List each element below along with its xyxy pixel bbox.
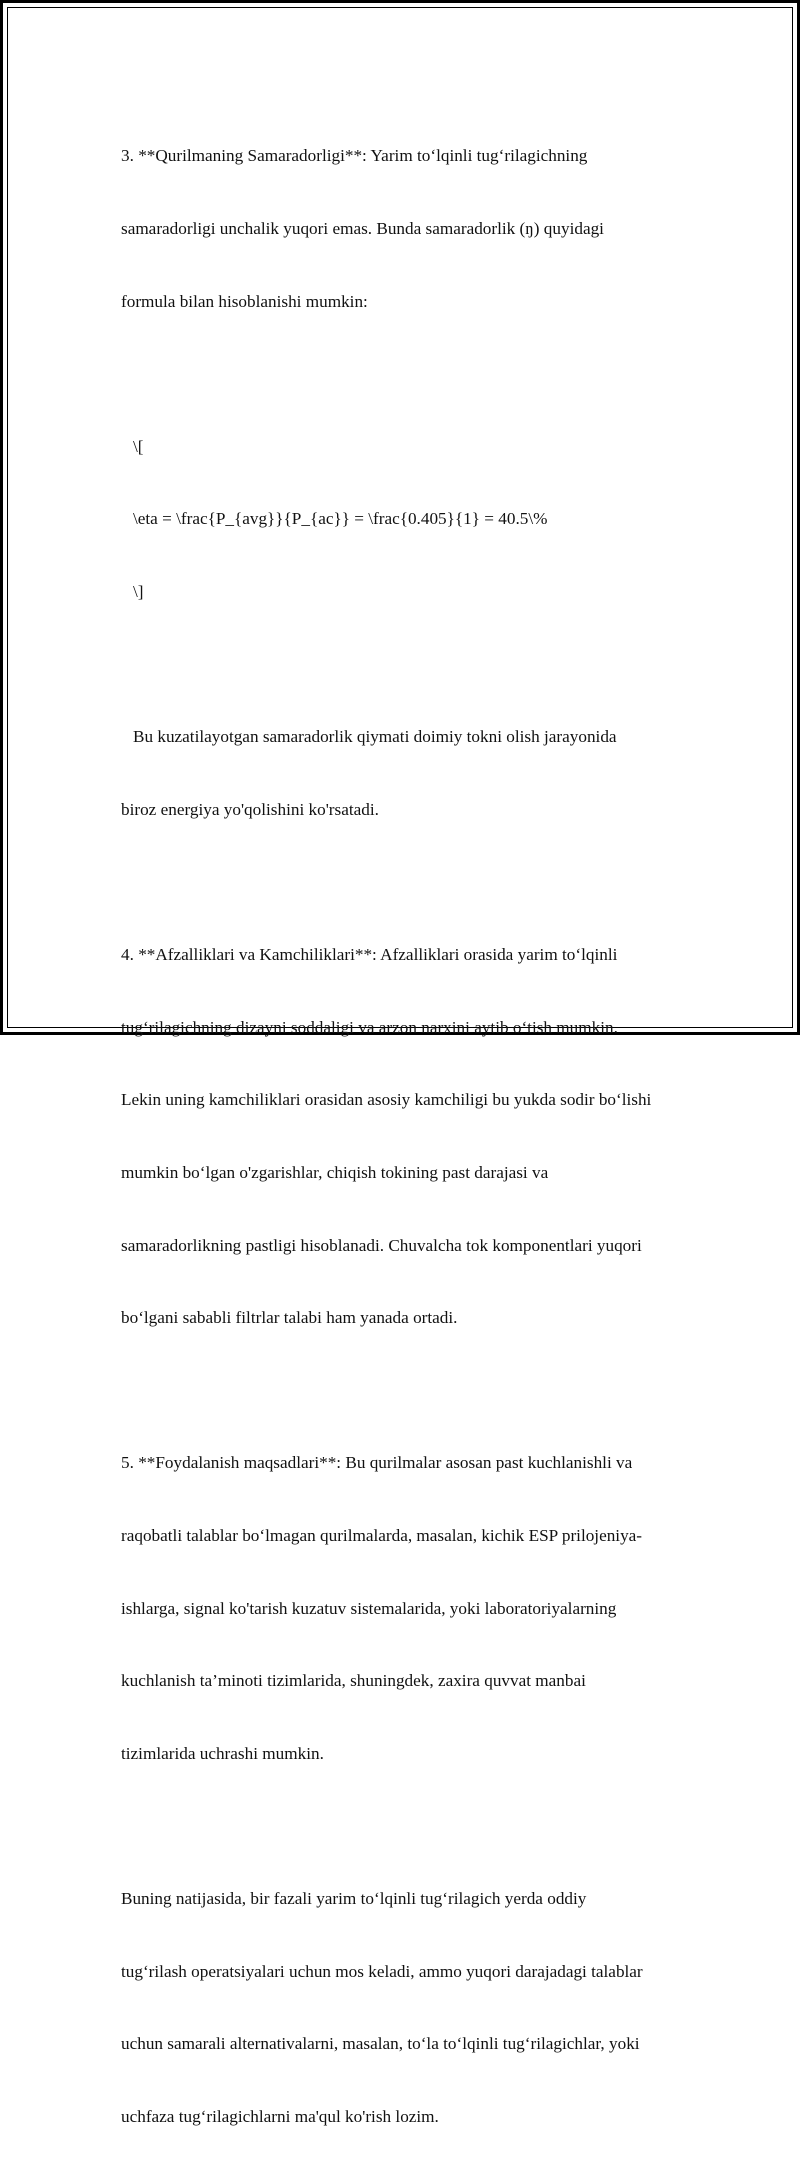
text-line: bo‘lgani sababli filtrlar talabi ham yanada ortadi. (121, 1308, 458, 1328)
text-line: samaradorlikning pastligi hisoblanadi. Chuvalcha tok komponentlari yuqori (121, 1235, 642, 1255)
text-line: Lekin uning kamchiliklari orasidan asosiy kamchiligi bu yukda sodir bo‘lishi (121, 1090, 652, 1110)
text-line: tug‘rilash operatsiyalari uchun mos keladi, ammo yuqori darajadagi talablar (121, 1961, 643, 1981)
paragraph-gap (121, 653, 711, 677)
text-line: formula bilan hisoblanishi mumkin: (121, 291, 368, 311)
text-line: uchun samarali alternativalarni, masalan, to‘la to‘lqinli tug‘rilagichlar, yoki (121, 2034, 640, 2054)
section-3-paragraph (121, 96, 711, 362)
formula-open: \[ (133, 436, 144, 456)
text-line: raqobatli talablar bo‘lmagan qurilmalarda, masalan, kichik ESP prilojeniya- (121, 1525, 643, 1545)
text-line: uchfaza tug‘rilagichlarni ma'qul ko'rish lozim. (121, 2106, 439, 2126)
text-line: Buning natijasida, bir fazali yarim to‘lqinli tug‘rilagich yerda oddiy (121, 1888, 587, 1908)
text-line: tug‘rilagichning dizayni soddaligi va arzon narxini aytib o‘tish mumkin. (121, 1017, 618, 1037)
text-line: 3. **Qurilmaning Samaradorligi**: Yarim to‘lqinli tug‘rilagichning (121, 146, 588, 166)
paragraph-gap (121, 1379, 711, 1403)
text-line: ishlarga, signal ko'tarish kuzatuv sistemalarida, yoki laboratoriyalarning (121, 1598, 617, 1618)
efficiency-note (121, 677, 711, 871)
paragraph-gap (121, 870, 711, 894)
text-line: mumkin bo‘lgan o'zgarishlar, chiqish tokining past darajasi va (121, 1162, 549, 1182)
formula-expression: \eta = \frac{P_{avg}}{P_{ac}} = \frac{0.405}{1} = 40.5\% (133, 509, 548, 529)
paragraph-gap (121, 1814, 711, 1838)
text-line: biroz energiya yo'qolishini ko'rsatadi. (121, 799, 379, 819)
text-line: 5. **Foydalanish maqsadlari**: Bu qurilmalar asosan past kuchlanishli va (121, 1453, 633, 1473)
formula-block (121, 386, 711, 652)
text-line: kuchlanish ta’minoti tizimlarida, shuningdek, zaxira quvvat manbai (121, 1671, 586, 1691)
paragraph-gap (121, 362, 711, 386)
text-line: samaradorligi unchalik yuqori emas. Bunda samaradorlik (ŋ) quyidagi (121, 219, 604, 239)
formula-close: \] (133, 582, 144, 602)
text-line: Bu kuzatilayotgan samaradorlik qiymati doimiy tokni olish jarayonida (133, 727, 617, 747)
text-line: tizimlarida uchrashi mumkin. (121, 1743, 324, 1763)
text-line: 4. **Afzalliklari va Kamchiliklari**: Afzalliklari orasida yarim to‘lqinli (121, 945, 618, 965)
document-body (121, 96, 711, 2177)
section-5-paragraph (121, 1403, 711, 1814)
conclusion-paragraph (121, 1839, 711, 2177)
section-4-paragraph (121, 895, 711, 1379)
